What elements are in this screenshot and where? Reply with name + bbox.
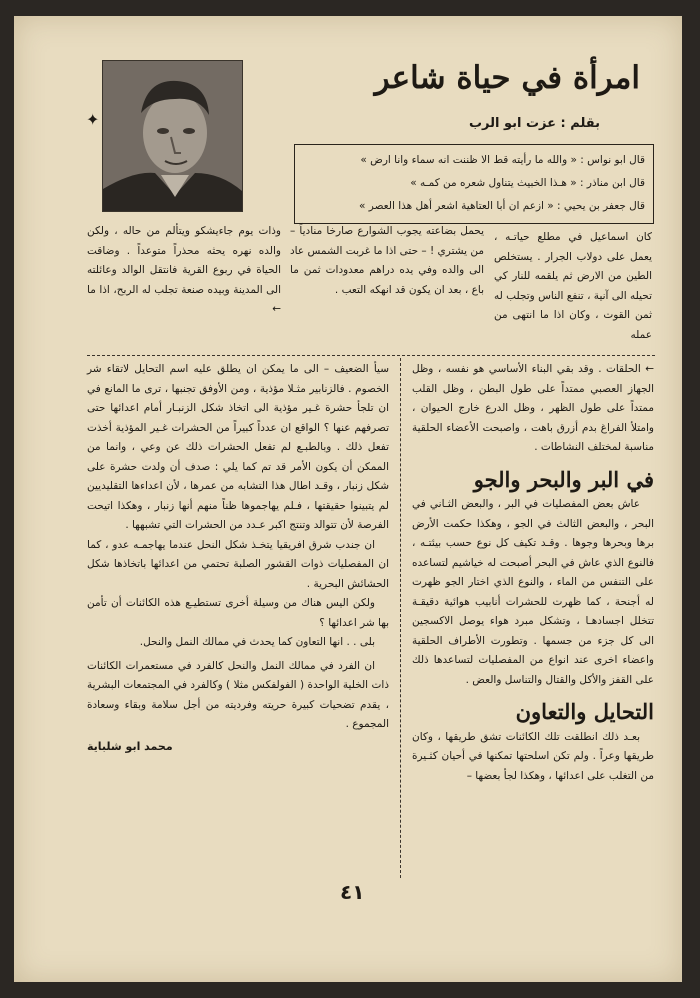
ornament-icon: ✦	[86, 110, 100, 129]
colony-paragraph: ان الفرد في ممالك النمل والنحل كالفرد في مستعمرات الكائنات ذات الخلية الواحدة ( الفولفكس مثلا ) وكالفرد في المجتمعات البشرية ، يقدم تضحيات كبيرة حريته وفرديته من أجل سلامة وبقاء وسعادة المجموع .	[87, 659, 389, 730]
mimicry-paragraph: سيأ الضعيف – الى ما يمكن ان يطلق عليه اسم التحايل لاتقاء شر الخصوم . فالزنابير مثـلا مؤذية ، ومن الأوفق تجنبها ، ترى ما المانع في ان تلجأ حشرة غـير مؤذية الى اتخاذ شكل الزنبـار أمام اعدائها حتى تصرفهم عنها ؟ الواقع ان عدداً كبيراً من الحشرات غـير المؤذية أخذت تفعل ذلك . وبالطبـع لم تفعل الحشرات ذلك عن وعي ، وانما من الممكن أن يكون الأمر قد تم كما يلي : صدف أن ولدت حشرة على شكل زنبار ، وقـد اطال هذا التشابه من عمرها ، لأن اعداءها التقليديين لم يتبينوا حقيقتها ، فـلم يهاجموها ظناً منهم أنها زنبار ، وهكذا اتيحت الفرصة لأن تتوالد وتنتج اكبر عـدد من الحشرات التي تشبهها .	[87, 363, 389, 531]
article-title: امرأة في حياة شاعر	[374, 60, 640, 96]
article-col2-text: يحمل بضاعته يجوب الشوارع صارخا منادياً – من يشتري ! – حتى اذا ما غربت الشمس عاد الى والده وفي يده دراهم معدودات ثمن ما باع ، بعد ان يكون قد انهكه التعب .	[290, 225, 484, 296]
page-number: ٤١	[340, 880, 365, 904]
article-col1-text: كان اسماعيل في مطلع حياتـه ، يعمل على دولاب الجرار . يستخلص الطين من الارض ثم يلقمه للنار كي تحيله الى آنية ، تنفع الناس وتجلب له ثمن القوت ، وكان اذا ما انتهى من عمله	[494, 231, 652, 341]
question-paragraph: ولكن اليس هناك من وسيلة أخرى تستطيـع هذه الكائنات أن تأمن بها شر اعدائها ؟	[87, 597, 389, 629]
cooperation-paragraph: بلى . . انها التعاون كما يحدث في ممالك النمل والنحل.	[139, 636, 375, 648]
intro-paragraph: ← الحلقات . وقد بقي البناء الأساسي هو نفسه ، وظل الجهاز العصبي ممتداً على طول البطن ، وظل القلب ممتداً على طول الظهر ، وظل الدرع خارج الحيوان ، وامتلأ الفراغ بدم أزرق باهت ، واصبحت الأعضاء الحلقية مناسبة لمختلف النشاطات .	[412, 363, 654, 453]
article-col3-text: وذات يوم جاءيشكو ويتألم من حاله ، ولكن والده نهره يحثه محذراً متوعداً . وضاقت الحياة في ربوع القرية فانتقل الوالد وعائلته الى المدينة وبيده صنعة تجلب له الربح، اذا ما ←	[87, 225, 281, 315]
quote-jafar: قال جعفر بن يحيي : « ازعم ان أبا العتاهية اشعر أهل هذا العصر »	[359, 200, 645, 212]
article-column-3	[87, 222, 281, 320]
portrait-photo-icon	[103, 61, 242, 211]
article-column-2	[290, 222, 484, 300]
lower-right-column	[412, 360, 654, 786]
column-divider	[400, 358, 401, 878]
heading-land-sea-air: في البر والبحر والجو	[473, 466, 654, 492]
land-sea-air-paragraph: عاش بعض المفصليات في البر ، والبعض الثـاني في البحر ، والبعض الثالث في الجو ، وهكذا حكمت الأرض برها وبحرها وجوها . وقـد تكيف كل نوع حسب بيئتـه ، فالنوع الذي عاش في البحر أصبحت له خياشيم لتساعده على التنفس من الماء ، والنوع الذي اختار الجو ظهرت له أجنحة ، كما ظهرت للحشرات أنابيب هوائية دقيقـة تتخلل اجسادهـا ، وتشكل مبرد هواء يوصل الاكسجين الى كل جزء من جسمها . وتطورت الأطراف الحلقية واعضاء اخرى عند انواع من المفصليات لتساعدها ذلك على القفز والأكل والقتال والتناسل والعض .	[412, 498, 654, 686]
quote-ibn-munadhir: قال ابن مناذر : « هـذا الخبيث يتناول شعره من كمـه »	[410, 177, 645, 189]
cunning-paragraph: بعـد ذلك انطلقت تلك الكائنات تشق طريقها ، وكان طريقها وعراً . ولم تكن اسلحتها تمكنها في أحيان كثـيرة من التغلب على اعدائها ، وهكذا لجأ بعضها –	[412, 730, 654, 782]
quote-abu-nuwas: قال ابو نواس : « والله ما رأيته قط الا ظننت انه سماء وانا ارض »	[360, 154, 645, 166]
author-signature: محمد ابو شلباية	[87, 739, 173, 753]
magazine-page	[14, 16, 682, 982]
quotes-box	[294, 144, 654, 224]
article-column-1	[494, 228, 652, 345]
lower-left-column	[87, 360, 389, 756]
section-divider	[87, 355, 655, 356]
article-byline: بقلم : عزت ابو الرب	[468, 116, 600, 131]
heading-cunning-cooperation: التحايل والتعاون	[515, 699, 654, 724]
portrait-photo	[102, 60, 243, 212]
grasshopper-paragraph: ان جندب شرق افريقيا يتخـذ شكل النحل عندما يهاجمـه عدو ، كما ان المفصليات ذوات القشور الصلبة تحتمي من اعدائها باتخاذها شكل الحشائش البحرية .	[87, 538, 389, 590]
